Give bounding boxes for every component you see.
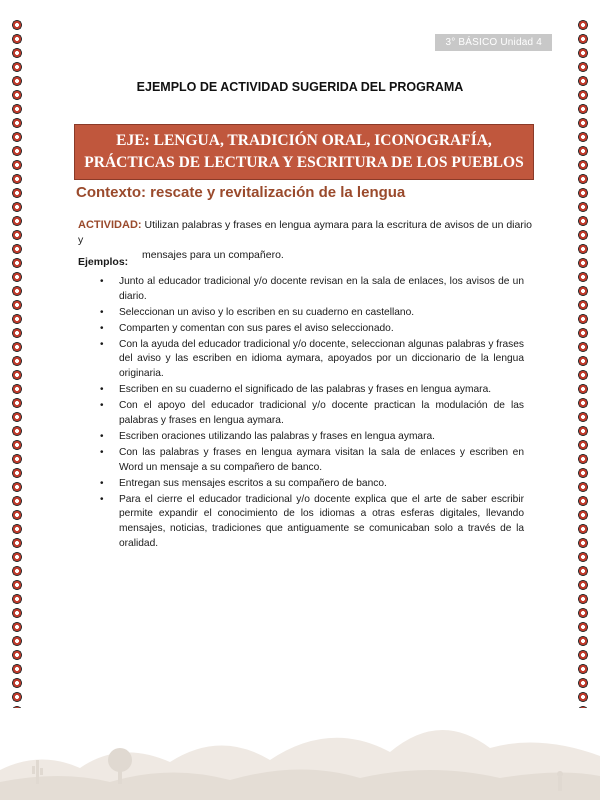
bullet-icon: • [100,430,104,442]
list-item [100,430,524,445]
page-title: EJEMPLO DE ACTIVIDAD SUGERIDA DEL PROGRAMA [136,80,464,94]
list-item-text: Con la ayuda del educador tradicional y/o docente, seleccionan algunas palabras y frases del aviso y las escriben en idioma aymara, apoyados por un diccionario de la lengua originaria. [119,338,524,380]
bullet-icon: • [100,477,104,489]
decorative-border-left [10,18,24,708]
list-item [100,275,524,304]
ejemplos-label: Ejemplos: [78,256,129,268]
list-item-text: Escriben en su cuaderno el significado de las palabras y frases en lengua aymara. [119,384,492,396]
contexto-heading: Contexto: rescate y revitalización de la lengua [76,184,406,201]
eje-line-1: EJE: LENGUA, TRADICIÓN ORAL, ICONOGRAFÍA, [116,132,492,149]
list-item-text: Comparten y comentan con sus pares el aviso seleccionado. [119,322,394,334]
list-item-text: Con el apoyo del educador tradicional y/o docente practican la modulación de las palabras y frases en lengua aymara. [119,400,524,426]
eje-banner [74,124,534,180]
bullet-icon: • [100,447,104,459]
list-item [100,493,524,551]
eje-line-2: PRÁCTICAS DE LECTURA Y ESCRITURA DE LOS PUEBLOS [84,154,524,171]
actividad-text: Utilizan palabras y frases en lengua aymara para la escritura de avisos de un diario y [78,219,533,246]
list-item [100,399,524,428]
list-item [100,477,524,492]
bullet-icon: • [100,384,104,396]
list-item-text: Escriben oraciones utilizando las palabras y frases en lengua aymara. [119,430,435,442]
decorative-border-right [576,18,590,708]
list-item [100,383,524,398]
ejemplos-list [100,275,524,553]
list-item-text: Junto al educador tradicional y/o docente revisan en la sala de enlaces, los avisos de un diario. [119,276,524,302]
list-item-text: Entregan sus mensajes escritos a su compañero de banco. [119,477,387,489]
list-item [100,322,524,337]
bullet-icon: • [100,400,104,412]
actividad-text-continued: mensajes para un compañero. [142,249,284,261]
list-item-text: Seleccionan un aviso y lo escriben en su cuaderno en castellano. [119,306,415,318]
grade-unit-badge: 3° BÁSICO Unidad 4 [435,34,552,51]
list-item-text: Para el cierre el educador tradicional y/o docente explica que el arte de saber escribir permite expandir el conocimiento de los idiomas a otras esferas digitales, llevando mensajes, noticias, tradiciones que antiguamente se comunicaban solo a través de la oralidad. [119,493,524,549]
landscape-illustration [0,690,600,800]
bullet-icon: • [100,338,104,350]
bullet-icon: • [100,493,104,505]
list-item [100,446,524,475]
bullet-icon: • [100,306,104,318]
bullet-icon: • [100,276,104,287]
list-item-text: Con las palabras y frases en lengua aymara visitan la sala de enlaces y escriben en Word un mensaje a su compañero de banco. [119,447,524,473]
bullet-icon: • [100,322,104,334]
list-item [100,306,524,321]
actividad-label: ACTIVIDAD: [78,219,142,231]
list-item [100,338,524,382]
actividad-block [78,218,536,263]
